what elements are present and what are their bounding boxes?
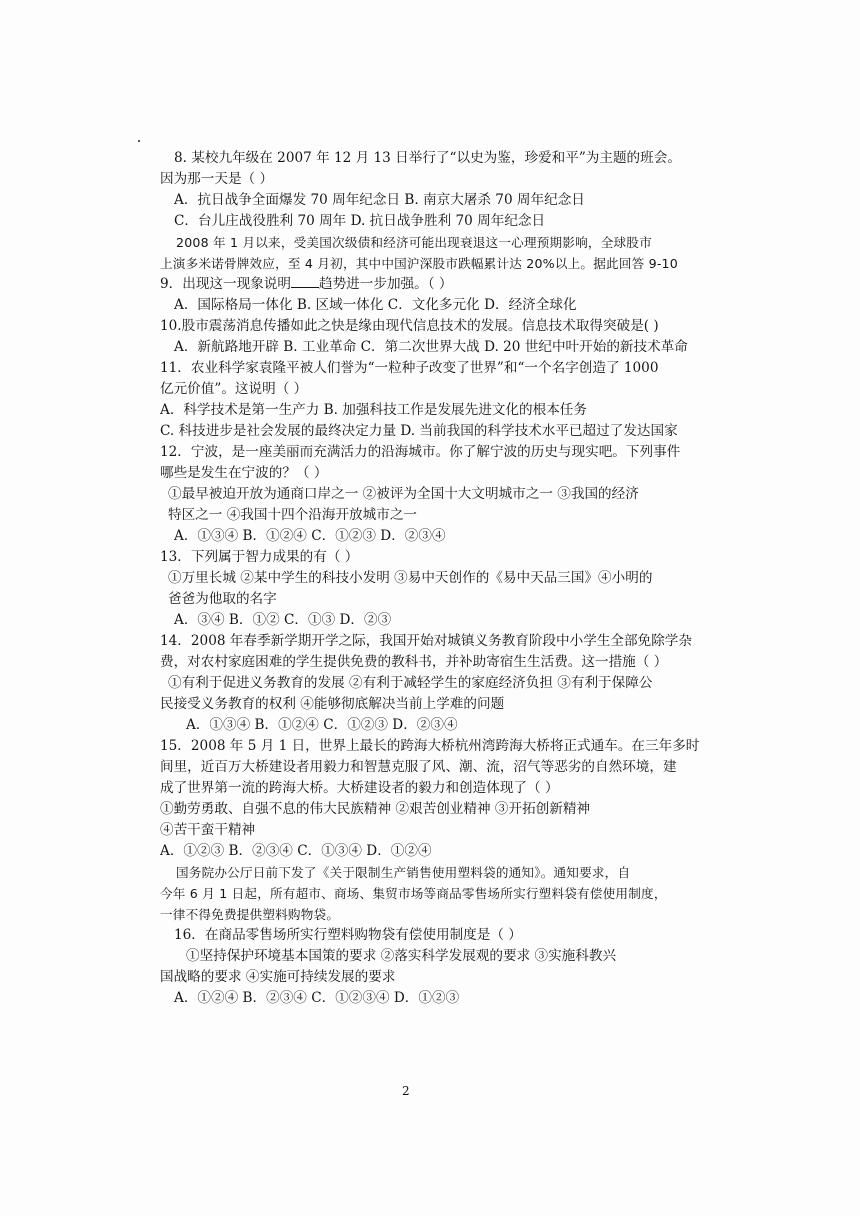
- q15-items-line-1: ①勤劳勇敢、自强不息的伟大民族精神 ②艰苦创业精神 ③开拓创新精神: [160, 801, 591, 817]
- q16-items-line-2: 国战略的要求 ④实施可持续发展的要求: [160, 969, 396, 985]
- q10-stem: 10.股市震荡消息传播如此之快是缘由现代信息技术的发展。信息技术取得突破是( ): [160, 318, 659, 334]
- passage-1-line-1: 2008 年 1 月以来，受美国次级债和经济可能出现衰退这一心理预期影响，全球股市: [176, 235, 652, 250]
- q11-stem-line-1: 11．农业科学家袁隆平被人们誉为“一粒种子改变了世界”和“一个名字创造了 1000: [160, 360, 659, 376]
- q11-stem-line-2: 亿元价值”。这说明（ ）: [160, 381, 308, 397]
- q13-options: A．③④ B．①② C．①③ D．②③: [174, 612, 392, 628]
- q15-items-line-2: ④苦干蛮干精神: [160, 822, 256, 838]
- q10-options: A．新航路地开辟 B. 工业革命 C．第二次世界大战 D. 20 世纪中叶开始的新技术革命: [174, 339, 688, 355]
- q9-answer-blank: [291, 275, 319, 288]
- q9-stem: [160, 274, 700, 295]
- q15-stem-line-3: 成了世界第一流的跨海大桥。大桥建设者的毅力和创造体现了（ ）: [160, 780, 559, 796]
- q15-stem-line-1: 15．2008 年 5 月 1 日，世界上最长的跨海大桥杭州湾跨海大桥将正式通车。在三年多时: [160, 738, 700, 754]
- q9-options: A．国际格局一体化 B. 区域一体化 C．文化多元化 D．经济全球化: [174, 297, 577, 313]
- passage-2-line-2: 今年 6 月 1 日起，所有超市、商场、集贸市场等商品零售场所实行塑料袋有偿使用制度，: [160, 886, 667, 901]
- q13-stem: 13．下列属于智力成果的有（ ）: [160, 549, 359, 565]
- q11-options-line-2: C. 科技进步是社会发展的最终决定力量 D. 当前我国的科学技术水平已超过了发达国家: [160, 423, 678, 439]
- q13-items-line-2: 爸爸为他取的名字: [168, 591, 277, 607]
- q15-stem-line-2: 间里，近百万大桥建设者用毅力和智慧克服了风、潮、流，沼气等恶劣的自然环境，建: [160, 759, 677, 775]
- q16-stem: 16．在商品零售场所实行塑料购物袋有偿使用制度是（ ）: [174, 927, 522, 943]
- q12-items-line-2: 特区之一 ④我国十四个沿海开放城市之一: [168, 507, 418, 523]
- q15-options: A．①②③ B．②③④ C．①③④ D．①②④: [160, 843, 432, 859]
- q14-items-line-2: 民接受义务教育的权利 ④能够彻底解决当前上学难的问题: [160, 696, 505, 712]
- q14-items-line-1: ①有利于促进义务教育的发展 ②有利于减轻学生的家庭经济负担 ③有利于保障公: [168, 675, 653, 691]
- q13-items-line-1: ①万里长城 ②某中学生的科技小发明 ③易中天创作的《易中天品三国》④小明的: [168, 570, 653, 586]
- q16-options: A．①②④ B．②③④ C．①②③④ D．①②③: [174, 990, 460, 1006]
- q12-options: A．①③④ B．①②④ C．①②③ D．②③④: [174, 528, 446, 544]
- q9-stem-part-2: 趋势进一步加强。（ ）: [319, 276, 453, 292]
- q16-items-line-1: ①坚持保护环境基本国策的要求 ②落实科学发展观的要求 ③实施科教兴: [186, 948, 617, 964]
- q14-stem-line-2: 费，对农村家庭困难的学生提供免费的教科书，并补助寄宿生生活费。这一措施（ ）: [160, 654, 668, 670]
- scan-speck: [138, 140, 140, 142]
- q8-stem-line-1: 8. 某校九年级在 2007 年 12 月 13 日举行了“以史为鉴，珍爱和平”为主题的班会。: [174, 150, 681, 166]
- passage-2-line-3: 一律不得免费提供塑料购物袋。: [160, 907, 340, 922]
- question-list: [160, 148, 700, 1009]
- q8-stem-line-2: 因为那一天是（ ）: [160, 171, 274, 187]
- q12-items-line-1: ①最早被迫开放为通商口岸之一 ②被评为全国十大文明城市之一 ③我国的经济: [168, 486, 639, 502]
- page-number: 2: [402, 1084, 410, 1098]
- q8-options-line-2: C．台儿庄战役胜利 70 周年 D. 抗日战争胜利 70 周年纪念日: [174, 213, 546, 229]
- q14-options: A．①③④ B．①②④ C．①②③ D．②③④: [186, 717, 458, 733]
- q9-stem-part-1: 9．出现这一现象说明: [160, 276, 291, 292]
- passage-2-line-1: 国务院办公厅日前下发了《关于限制生产销售使用塑料袋的通知》。通知要求，自: [176, 865, 631, 880]
- q8-options-line-1: A．抗日战争全面爆发 70 周年纪念日 B. 南京大屠杀 70 周年纪念日: [174, 192, 585, 208]
- q14-stem-line-1: 14．2008 年春季新学期开学之际，我国开始对城镇义务教育阶段中小学生全部免除学杂: [160, 633, 692, 649]
- q12-stem-line-2: 哪些是发生在宁波的？（ ）: [160, 465, 328, 481]
- q11-options-line-1: A．科学技术是第一生产力 B. 加强科技工作是发展先进文化的根本任务: [160, 402, 587, 418]
- passage-1-line-2: 上演多米诺骨牌效应，至 4 月初，其中中国沪深股市跌幅累计达 20%以上。据此回答 9-10: [160, 256, 678, 271]
- q12-stem-line-1: 12．宁波，是一座美丽而充满活力的沿海城市。你了解宁波的历史与现实吧。下列事件: [160, 444, 681, 460]
